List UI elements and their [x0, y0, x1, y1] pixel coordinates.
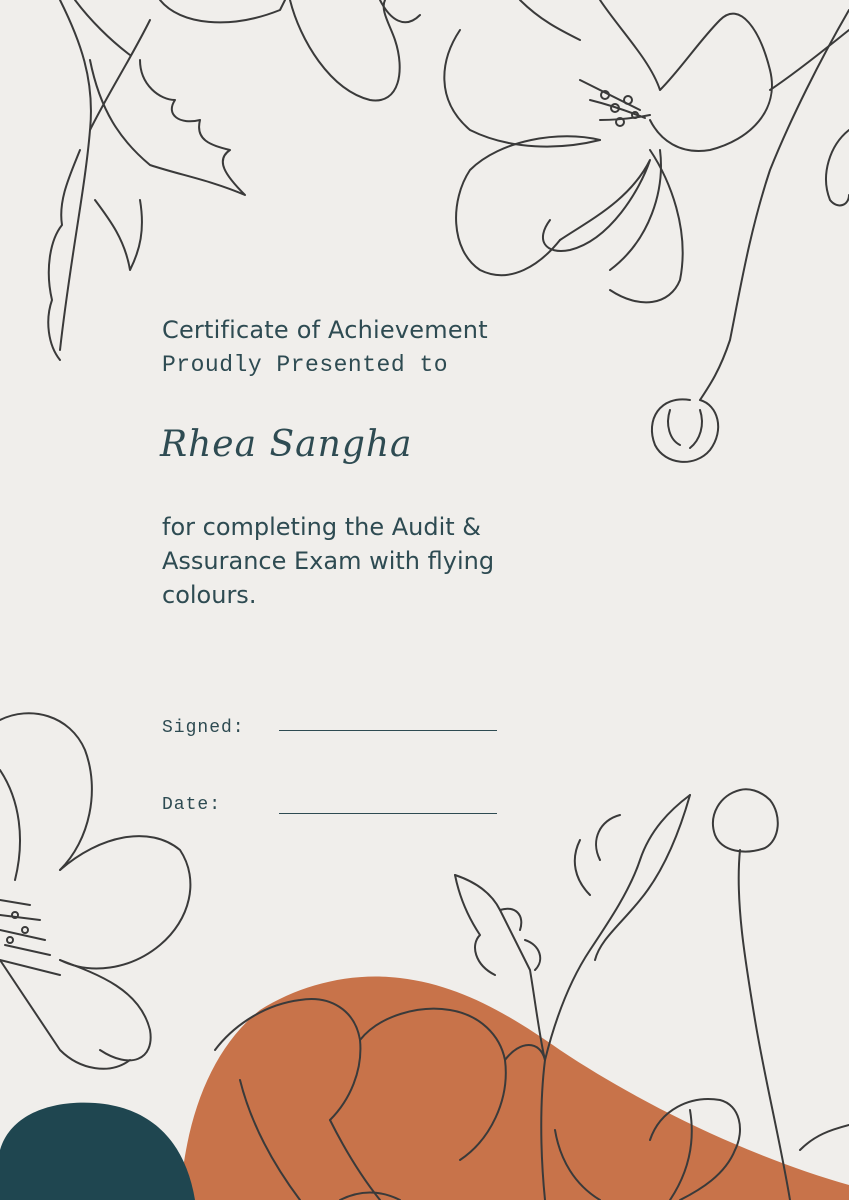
date-label: Date:	[162, 795, 222, 815]
date-line	[279, 813, 497, 814]
orange-shape	[180, 977, 849, 1200]
presented-to-label: Proudly Presented to	[162, 352, 449, 378]
signed-label: Signed:	[162, 718, 245, 738]
achievement-description: for completing the Audit & Assurance Exam with flying colours.	[162, 513, 495, 609]
teal-shape	[0, 1103, 195, 1200]
certificate-title: Certificate of Achievement	[162, 316, 488, 344]
signature-line	[279, 730, 497, 731]
recipient-name: Rhea Sangha	[160, 424, 413, 465]
